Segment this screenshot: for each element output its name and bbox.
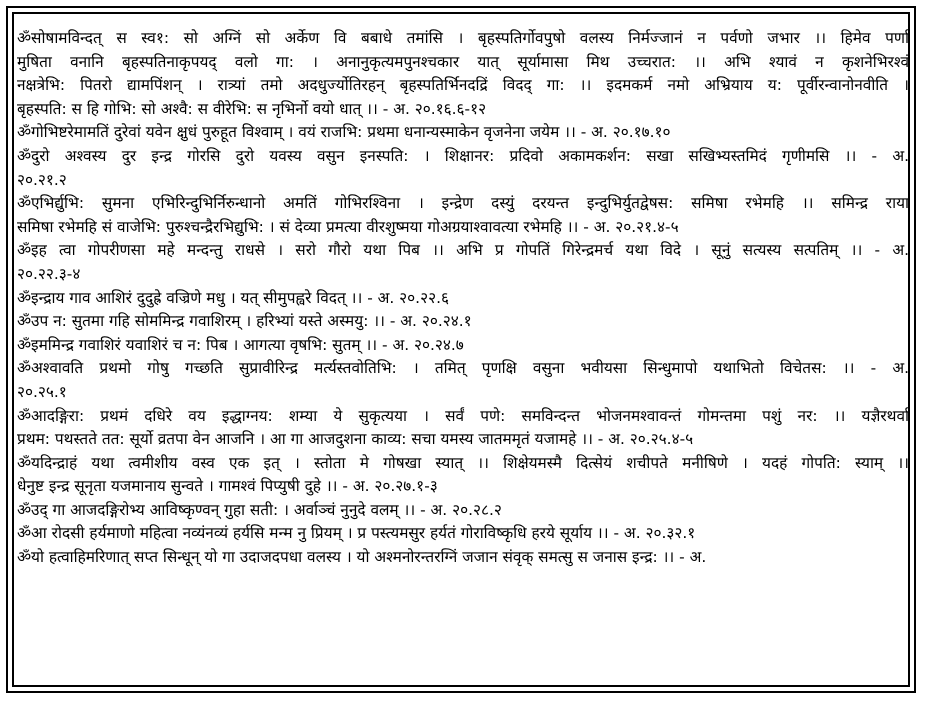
text-line: प्रथम: पथस्तते तत: सूर्यो व्रतपा वेन आजनि । आ गा आजदुशना काव्य: सचा यमस्य जातममृतं यजामहे ।। - अ. २०.२५.४-५	[17, 430, 694, 449]
text-line: २०.२२.३-४	[17, 264, 81, 283]
text-line: ॐइह त्वा गोपरीणसा महे मन्दन्तु राधसे । सरो गौरो यथा पिब ।। अभि प्र गोपतिं गिरेन्द्रमर्च यथा विदे । सूनुं सत्यस्य सत्पतिम् ।। - अ.	[17, 241, 909, 260]
text-line: ॐइममिन्द्र गवाशिरं यवाशिरं च न: पिब । आगत्या वृषभि: सुतम् ।। - अ. २०.२४.७	[17, 335, 464, 354]
text-line: ॐअश्वावति प्रथमो गोषु गच्छति सुप्रावीरिन्द्र मर्त्यस्तवोतिभि: । तमित् पृणक्षि वसुना भवीयसा सिन्धुमापो यथाभितो विचेतस: ।। - अ.	[17, 359, 909, 378]
text-line: ॐदुरो अश्वस्य दुर इन्द्र गोरसि दुरो यवस्य वसुन इनस्पति: । शिक्षानर: प्रदिवो अकामकर्शन: सखा सखिभ्यस्तमिदं गृणीमसि ।। - अ.	[17, 146, 909, 165]
text-line: ॐउद् गा आजदङ्गिरोभ्य आविष्कृण्वन् गुहा सती: । अर्वाञ्चं नुनुदे वलम् ।। - अ. २०.२८.२	[17, 500, 502, 519]
text-line: धेनुष्ट इन्द्र सूनृता यजमानाय सुन्वते । गामश्वं पिप्युषी दुहे ।। - अ. २०.२७.१-३	[17, 477, 438, 496]
document-body	[17, 27, 909, 570]
text-line: मुषिता वनानि बृहस्पतिनाकृपयद् वलो गा: । अनानुकृत्यमपुनश्चकार यात् सूर्यामासा मिथ उच्चरात: ।। अभि श्यावं न कृशनेभिरश्वं	[17, 52, 909, 71]
text-line: ॐआ रोदसी हर्यमाणो महित्वा नव्यंनव्यं हर्यसि मन्म नु प्रियम् । प्र पस्त्यमसुर हर्यतं गोराविष्कृधि हरये सूर्याय ।। - अ. २०.३२.१	[17, 524, 696, 543]
text-line: २०.२५.१	[17, 382, 67, 401]
text-line: ॐगोभिष्टरेमामतिं दुरेवां यवेन क्षुधं पुरुहूत विश्वाम् । वयं राजभि: प्रथमा धनान्यस्माकेन वृजनेना जयेम ।। - अ. २०.१७.१०	[17, 123, 671, 142]
text-line: नक्षत्रेभि: पितरो द्यामपिंशन् । रात्र्यां तमो अदधुर्ज्योतिरहन् बृहस्पतिर्भिनदद्रिं विदद् गा: ।। इदमकर्म नमो अभ्रियाय य: पूर्वीरन्वानोनवीति ।	[17, 76, 909, 95]
text-line: समिषा रभेमहि सं वाजेभि: पुरुश्चन्द्रैरभिद्युभि: । सं देव्या प्रमत्या वीरशुष्मया गोअग्रयाश्वावत्या रभेमहि ।। - अ. २०.२१.४-५	[17, 217, 679, 236]
text-line: ॐइन्द्राय गाव आशिरं दुदुह्रे वज्रिणे मधु । यत् सीमुपह्वरे विदत् ।। - अ. २०.२२.६	[17, 288, 449, 307]
text-line: ॐयो हत्वाहिमरिणात् सप्त सिन्धून् यो गा उदाजदपधा वलस्य । यो अश्मनोरन्तरग्निं जजान संवृक् समत्सु स जनास इन्द्र: ।। - अ.	[17, 548, 707, 567]
text-line: २०.२१.२	[17, 170, 67, 189]
text-line: ॐसोषामविन्दत् स स्व१: सो अग्निं सो अर्केण वि बबाधे तमांसि । बृहस्पतिर्गोवपुषो वलस्य निर्मज्जानं न पर्वणो जभार ।। हिमेव पर्णा	[17, 29, 909, 47]
text-line: ॐउप न: सुतमा गहि सोममिन्द्र गवाशिरम् । हरिभ्यां यस्ते अस्मयु: ।। - अ. २०.२४.१	[17, 312, 472, 331]
text-line: ॐआदङ्गिरा: प्रथमं दधिरे वय इद्धाग्नय: शम्या ये सुकृत्यया । सर्वं पणे: समविन्दन्त भोजनमश्वावन्तं गोमन्तमा पशुं नर: ।। यज्ञैरथर्वा	[17, 406, 909, 425]
text-line: ॐयदिन्द्राहं यथा त्वमीशीय वस्व एक इत् । स्तोता मे गोषखा स्यात् ।। शिक्षेयमस्मै दित्सेयं शचीपते मनीषिणे । यदहं गोपति: स्याम् ।।	[17, 453, 909, 472]
text-line: बृहस्पति: स हि गोभि: सो अश्वै: स वीरेभि: स नृभिर्नो वयो धात् ।। - अ. २०.१६.६-१२	[17, 99, 487, 118]
text-line: ॐएभिर्द्युभि: सुमना एभिरिन्दुभिर्निरुन्धानो अमतिं गोभिरश्विना । इन्द्रेण दस्युं दरयन्त इन्दुभिर्युतद्वेषस: समिषा रभेमहि ।। समिन्द्र राया	[17, 194, 909, 213]
